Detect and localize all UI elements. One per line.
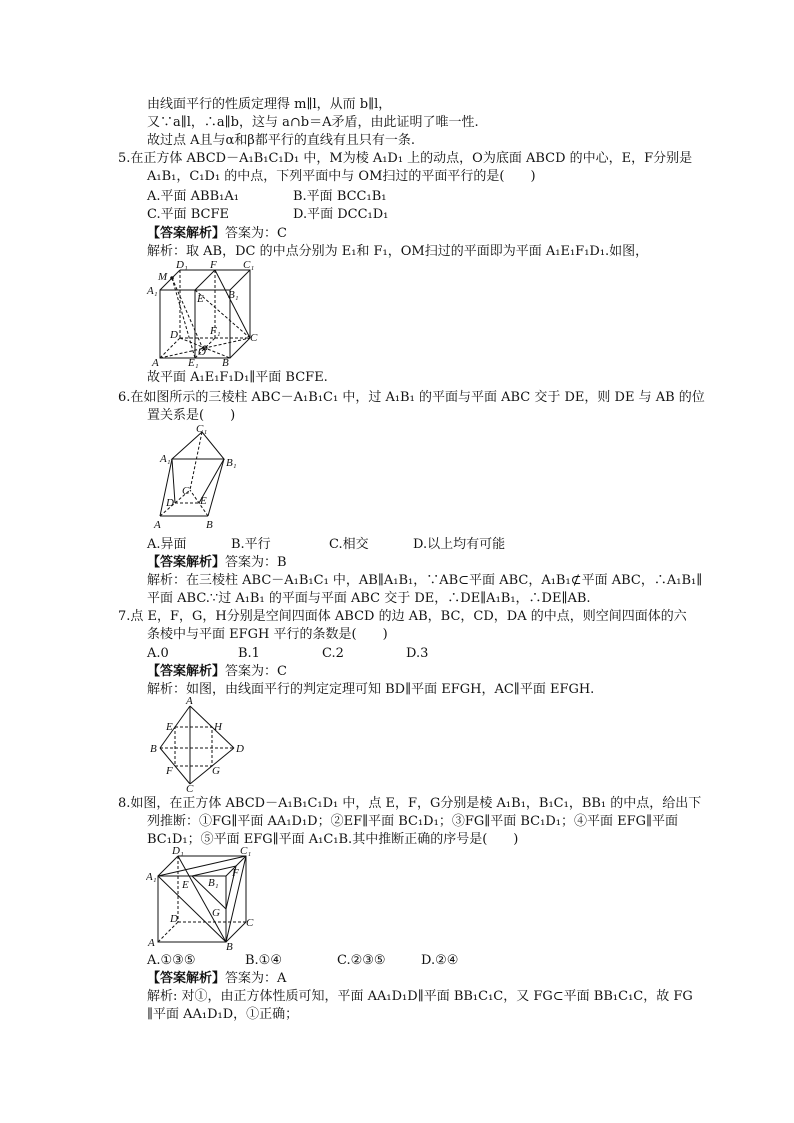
label-f1: F₁ xyxy=(210,325,221,337)
answer-text: 答案为：A xyxy=(225,971,287,986)
answer-tag: 【答案解析】 xyxy=(147,664,226,679)
label-f: F xyxy=(166,765,173,777)
label-c1: C₁ xyxy=(240,846,252,857)
label-d1: D₁ xyxy=(176,259,188,271)
label-c: C xyxy=(186,783,194,792)
label-e: E xyxy=(200,495,207,507)
label-d: D xyxy=(170,329,178,341)
q6-stem-2: 置关系是( ) xyxy=(147,408,236,423)
label-e1: E₁ xyxy=(188,357,199,368)
q6-solution-2: 平面 ABC.∵过 A₁B₁ 的平面与平面 ABC 交于 DE，∴DE∥A₁B₁，∴DE∥AB. xyxy=(147,591,591,606)
label-c: C xyxy=(250,332,258,344)
q8-stem-2: 列推断：①FG∥平面 AA₁D₁D；②EF∥平面 BC₁D₁；③FG∥平面 BC₁D₁；④平面 EFG∥平面 xyxy=(147,814,678,829)
q6-option-b: B.平行 xyxy=(231,537,271,552)
label-b1: B₁ xyxy=(208,877,219,889)
q6-solution-1: 解析：在三棱柱 ABC－A₁B₁C₁ 中，AB∥A₁B₁，∵AB⊂平面 ABC，A₁B₁⊄平面 ABC，∴A₁B₁∥ xyxy=(147,573,703,588)
label-c: C xyxy=(246,917,254,929)
cube-edge xyxy=(230,270,250,290)
q7-option-b: B.1 xyxy=(238,646,260,661)
label-d1: D₁ xyxy=(172,846,184,857)
label-d: D xyxy=(166,497,174,509)
q8-stem-1: 8.如图，在正方体 ABCD－A₁B₁C₁D₁ 中，点 E，F，G分别是棱 A₁B₁，B₁C₁，BB₁ 的中点，给出下 xyxy=(118,796,702,811)
label-c1: C₁ xyxy=(243,259,255,271)
q8-solution-1: 解析: 对①，由正方体性质可知，平面 AA₁D₁D∥平面 BB₁C₁C，又 FG⊂平面 BB₁C₁C，故 FG xyxy=(147,989,693,1004)
q6-option-a: A.异面 xyxy=(147,537,187,552)
q7-stem-1: 7.点 E，F，G，H分别是空间四面体 ABCD 的边 AB，BC，CD，DA 的中点，则空间四面体的六 xyxy=(118,609,687,624)
label-a1: A₁ xyxy=(146,871,157,883)
label-b1: B₁ xyxy=(226,457,237,469)
q5-conclusion: 故平面 A₁E₁F₁D₁∥平面 BCFE. xyxy=(147,370,328,385)
label-m: M xyxy=(158,271,168,283)
cube-edge-hidden xyxy=(158,922,178,942)
q5-answer xyxy=(147,225,287,243)
label-a1: A₁ xyxy=(147,285,158,297)
intro-line-2: 又∵a∥l，∴a∥b，这与 a∩b＝A矛盾，由此证明了唯一性. xyxy=(147,115,479,130)
label-b: B xyxy=(226,941,233,950)
label-b1: B₁ xyxy=(228,289,239,301)
answer-tag: 【答案解析】 xyxy=(147,226,226,241)
q6-stem-1: 6.在如图所示的三棱柱 ABC－A₁B₁C₁ 中，过 A₁B₁ 的平面与平面 ABC 交于 DE，则 DE 与 AB 的位 xyxy=(118,390,705,405)
label-a: A xyxy=(154,519,161,531)
label-f: F xyxy=(232,867,239,879)
segment-d1b xyxy=(178,856,226,942)
q6-option-d: D.以上均有可能 xyxy=(413,537,506,552)
label-a: A xyxy=(148,937,155,949)
q8-answer xyxy=(147,970,286,988)
q5-option-d: D.平面 DCC₁D₁ xyxy=(293,207,389,222)
q5-solution: 解析：取 AB，DC 的中点分别为 E₁和 F₁，OM扫过的平面即为平面 A₁E₁F₁D₁.如图， xyxy=(147,244,649,259)
answer-text: 答案为：C xyxy=(225,226,287,241)
label-c1: C₁ xyxy=(196,424,208,435)
q7-solution: 解析：如图，由线面平行的判定定理可知 BD∥平面 EFGH，AC∥平面 EFGH. xyxy=(147,682,595,697)
label-e: E xyxy=(197,293,204,305)
label-a: A xyxy=(152,357,159,368)
q7-stem-2: 条棱中与平面 EFGH 平行的条数是( ) xyxy=(147,627,388,642)
q5-stem-1: 5.在正方体 ABCD－A₁B₁C₁D₁ 中，M为棱 A₁D₁ 上的动点，O为底面 ABCD 的中心，E，F分别是 xyxy=(118,151,693,166)
answer-tag: 【答案解析】 xyxy=(147,555,226,570)
q7-answer xyxy=(147,663,287,681)
label-f: F xyxy=(210,259,217,271)
q5-option-a: A.平面 ABB₁A₁ xyxy=(147,189,239,204)
q6-option-c: C.相交 xyxy=(329,537,369,552)
cube-edge xyxy=(230,338,250,358)
q6-answer xyxy=(147,554,287,572)
label-d: D xyxy=(170,913,178,925)
cube-edge-hidden xyxy=(160,338,180,358)
q5-stem-2: A₁B₁，C₁D₁ 的中点，下列平面中与 OM扫过的平面平行的是( ) xyxy=(147,169,536,184)
point-m xyxy=(170,276,174,280)
intro-line-3: 故过点 A且与α和β都平行的直线有且只有一条. xyxy=(147,133,415,148)
plane-efgh xyxy=(175,727,212,766)
prism-top-face xyxy=(172,432,224,459)
q5-option-b: B.平面 BCC₁B₁ xyxy=(293,189,387,204)
q8-cube-figure xyxy=(146,846,256,950)
label-o: O xyxy=(198,346,206,358)
q7-option-a: A.0 xyxy=(147,646,169,661)
label-e: E xyxy=(166,721,173,733)
q6-prism-figure xyxy=(152,424,242,532)
answer-text: 答案为：B xyxy=(225,555,287,570)
intro-line-1: 由线面平行的性质定理得 m∥l，从而 b∥l， xyxy=(147,97,392,112)
label-d: D xyxy=(236,743,244,755)
q7-option-c: C.2 xyxy=(322,646,344,661)
label-e: E xyxy=(182,879,189,891)
label-g: G xyxy=(212,907,220,919)
cube-edge xyxy=(158,856,178,876)
label-a: A xyxy=(186,696,193,707)
q8-option-b: B.①④ xyxy=(245,953,282,968)
answer-tag: 【答案解析】 xyxy=(147,971,226,986)
q5-option-c: C.平面 BCFE xyxy=(147,207,229,222)
q7-tetrahedron-figure xyxy=(148,696,248,792)
label-b: B xyxy=(150,743,157,755)
answer-text: 答案为：C xyxy=(225,664,287,679)
label-a1: A₁ xyxy=(160,453,171,465)
cube-edge xyxy=(226,922,246,942)
label-h: H xyxy=(214,721,222,733)
q8-option-c: C.②③⑤ xyxy=(337,953,386,968)
label-b: B xyxy=(206,519,213,531)
q7-option-d: D.3 xyxy=(406,646,429,661)
segment-ef xyxy=(195,270,215,290)
q8-stem-3: BC₁D₁；⑤平面 EFG∥平面 A₁C₁B.其中推断正确的序号是( ) xyxy=(147,832,519,847)
label-c: C xyxy=(182,485,190,497)
q8-solution-2: ∥平面 AA₁D₁D，①正确； xyxy=(147,1007,299,1022)
label-g: G xyxy=(212,765,220,777)
q5-cube-figure xyxy=(146,258,266,368)
q8-option-d: D.②④ xyxy=(421,953,459,968)
prism-edge xyxy=(208,459,224,516)
label-b: B xyxy=(222,357,229,368)
q8-option-a: A.①③⑤ xyxy=(147,953,196,968)
